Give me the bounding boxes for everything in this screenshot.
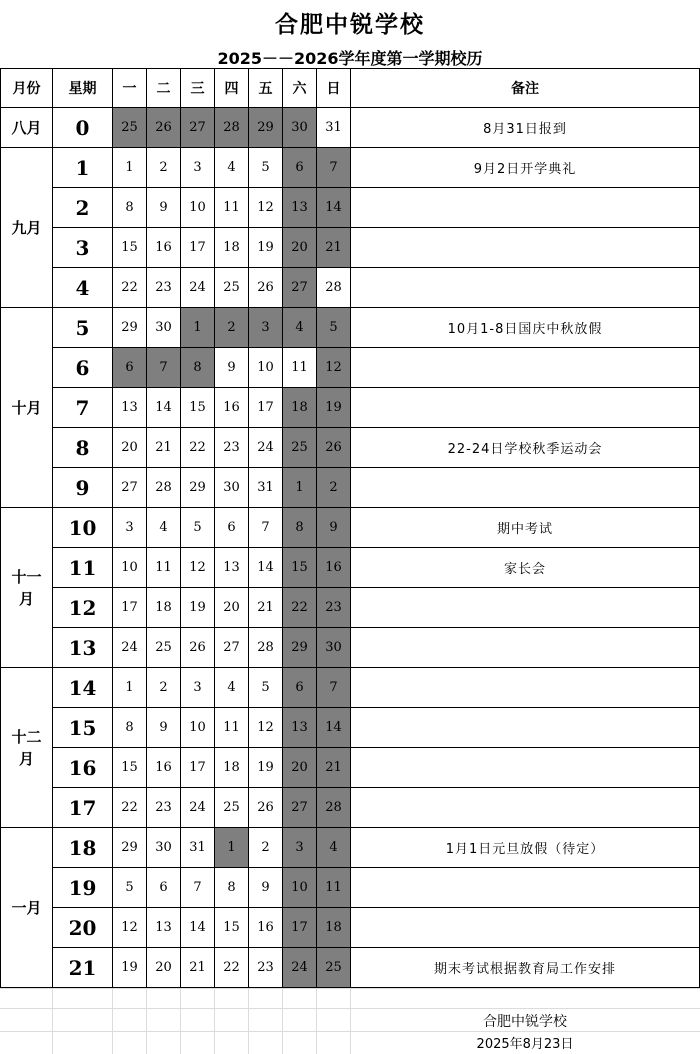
week-number: 14 bbox=[53, 668, 113, 708]
day-cell: 13 bbox=[215, 548, 249, 588]
day-cell-holiday: 12 bbox=[317, 348, 351, 388]
day-cell: 16 bbox=[215, 388, 249, 428]
day-cell: 19 bbox=[249, 228, 283, 268]
footer-date: 2025年8月23日 bbox=[476, 1037, 574, 1052]
week-number: 19 bbox=[53, 868, 113, 908]
day-cell: 31 bbox=[181, 828, 215, 868]
day-cell-holiday: 1 bbox=[215, 828, 249, 868]
week-number: 10 bbox=[53, 508, 113, 548]
day-cell-holiday: 24 bbox=[283, 948, 317, 988]
gridline bbox=[282, 988, 283, 1054]
week-row bbox=[1, 428, 700, 468]
day-cell: 3 bbox=[113, 508, 147, 548]
gridline bbox=[112, 988, 113, 1054]
gridline bbox=[214, 988, 215, 1054]
day-cell: 2 bbox=[147, 148, 181, 188]
day-cell: 19 bbox=[249, 748, 283, 788]
day-cell-holiday: 28 bbox=[317, 788, 351, 828]
day-cell: 28 bbox=[249, 628, 283, 668]
day-cell: 29 bbox=[113, 308, 147, 348]
day-cell-holiday: 25 bbox=[283, 428, 317, 468]
day-cell: 11 bbox=[215, 188, 249, 228]
day-cell: 31 bbox=[317, 108, 351, 148]
day-cell-holiday: 7 bbox=[317, 148, 351, 188]
day-cell: 25 bbox=[147, 628, 181, 668]
week-row bbox=[1, 708, 700, 748]
day-cell: 16 bbox=[147, 228, 181, 268]
day-cell: 23 bbox=[249, 948, 283, 988]
week-row bbox=[1, 268, 700, 308]
day-cell: 19 bbox=[113, 948, 147, 988]
day-cell-holiday: 8 bbox=[181, 348, 215, 388]
week-number: 2 bbox=[53, 188, 113, 228]
week-number: 8 bbox=[53, 428, 113, 468]
month-label: 十月 bbox=[1, 308, 53, 508]
footer-school-name: 合肥中锐学校 bbox=[483, 1014, 567, 1030]
day-cell-holiday: 2 bbox=[317, 468, 351, 508]
week-row bbox=[1, 868, 700, 908]
week-number: 7 bbox=[53, 388, 113, 428]
day-cell: 17 bbox=[181, 228, 215, 268]
week-note bbox=[351, 668, 700, 708]
week-number: 5 bbox=[53, 308, 113, 348]
week-number: 11 bbox=[53, 548, 113, 588]
month-label: 一月 bbox=[1, 828, 53, 988]
week-number: 1 bbox=[53, 148, 113, 188]
day-cell: 20 bbox=[113, 428, 147, 468]
week-note bbox=[351, 348, 700, 388]
week-number: 16 bbox=[53, 748, 113, 788]
week-row bbox=[1, 508, 700, 548]
day-cell-holiday: 6 bbox=[283, 148, 317, 188]
week-row bbox=[1, 148, 700, 188]
week-number: 18 bbox=[53, 828, 113, 868]
day-cell: 20 bbox=[215, 588, 249, 628]
day-cell: 17 bbox=[181, 748, 215, 788]
week-number: 20 bbox=[53, 908, 113, 948]
day-cell: 16 bbox=[147, 748, 181, 788]
gridline bbox=[316, 988, 317, 1054]
day-cell: 22 bbox=[113, 788, 147, 828]
day-cell: 10 bbox=[249, 348, 283, 388]
header-week: 星期 bbox=[53, 69, 113, 108]
week-number: 17 bbox=[53, 788, 113, 828]
gridline bbox=[180, 988, 181, 1054]
day-cell: 5 bbox=[249, 148, 283, 188]
day-cell: 8 bbox=[215, 868, 249, 908]
week-note: 1月1日元旦放假（待定） bbox=[351, 828, 700, 868]
week-number: 6 bbox=[53, 348, 113, 388]
day-cell: 19 bbox=[181, 588, 215, 628]
day-cell-holiday: 4 bbox=[317, 828, 351, 868]
day-cell: 27 bbox=[215, 628, 249, 668]
header-weekday-sat: 六 bbox=[283, 69, 317, 108]
week-row bbox=[1, 908, 700, 948]
day-cell: 12 bbox=[113, 908, 147, 948]
day-cell: 22 bbox=[215, 948, 249, 988]
day-cell: 15 bbox=[215, 908, 249, 948]
day-cell-holiday: 18 bbox=[317, 908, 351, 948]
day-cell: 30 bbox=[147, 308, 181, 348]
day-cell-holiday: 20 bbox=[283, 228, 317, 268]
header-weekday-mon: 一 bbox=[113, 69, 147, 108]
day-cell: 1 bbox=[113, 668, 147, 708]
day-cell: 29 bbox=[113, 828, 147, 868]
school-calendar-table bbox=[0, 68, 700, 988]
day-cell: 8 bbox=[113, 188, 147, 228]
page-title: 合肥中锐学校 bbox=[275, 12, 425, 38]
week-row bbox=[1, 588, 700, 628]
day-cell: 15 bbox=[181, 388, 215, 428]
header-weekday-fri: 五 bbox=[249, 69, 283, 108]
day-cell: 17 bbox=[249, 388, 283, 428]
day-cell-holiday: 29 bbox=[283, 628, 317, 668]
week-note bbox=[351, 468, 700, 508]
week-row bbox=[1, 108, 700, 148]
day-cell: 5 bbox=[249, 668, 283, 708]
day-cell: 1 bbox=[113, 148, 147, 188]
day-cell: 15 bbox=[113, 228, 147, 268]
day-cell-holiday: 21 bbox=[317, 748, 351, 788]
week-note: 9月2日开学典礼 bbox=[351, 148, 700, 188]
day-cell-holiday: 25 bbox=[113, 108, 147, 148]
day-cell-holiday: 13 bbox=[283, 708, 317, 748]
week-row bbox=[1, 228, 700, 268]
day-cell: 28 bbox=[147, 468, 181, 508]
month-label: 十二月 bbox=[1, 668, 53, 828]
day-cell: 12 bbox=[181, 548, 215, 588]
day-cell: 18 bbox=[215, 228, 249, 268]
day-cell: 28 bbox=[317, 268, 351, 308]
day-cell: 24 bbox=[249, 428, 283, 468]
week-note bbox=[351, 628, 700, 668]
week-number: 21 bbox=[53, 948, 113, 988]
week-number: 12 bbox=[53, 588, 113, 628]
day-cell: 23 bbox=[147, 788, 181, 828]
header-weekday-tue: 二 bbox=[147, 69, 181, 108]
gridline bbox=[146, 988, 147, 1054]
day-cell-holiday: 13 bbox=[283, 188, 317, 228]
day-cell-holiday: 22 bbox=[283, 588, 317, 628]
day-cell: 30 bbox=[147, 828, 181, 868]
day-cell-holiday: 9 bbox=[317, 508, 351, 548]
day-cell-holiday: 4 bbox=[283, 308, 317, 348]
day-cell: 13 bbox=[113, 388, 147, 428]
day-cell-holiday: 27 bbox=[283, 268, 317, 308]
day-cell: 21 bbox=[147, 428, 181, 468]
day-cell: 10 bbox=[181, 708, 215, 748]
day-cell-holiday: 29 bbox=[249, 108, 283, 148]
day-cell-holiday: 30 bbox=[283, 108, 317, 148]
header-weekday-sun: 日 bbox=[317, 69, 351, 108]
header-month: 月份 bbox=[1, 69, 53, 108]
month-label: 九月 bbox=[1, 148, 53, 308]
day-cell-holiday: 21 bbox=[317, 228, 351, 268]
day-cell: 14 bbox=[147, 388, 181, 428]
day-cell: 11 bbox=[147, 548, 181, 588]
week-row bbox=[1, 948, 700, 988]
day-cell-holiday: 10 bbox=[283, 868, 317, 908]
day-cell-holiday: 6 bbox=[283, 668, 317, 708]
day-cell: 24 bbox=[181, 788, 215, 828]
day-cell: 31 bbox=[249, 468, 283, 508]
week-note bbox=[351, 268, 700, 308]
day-cell-holiday: 5 bbox=[317, 308, 351, 348]
day-cell-holiday: 16 bbox=[317, 548, 351, 588]
day-cell: 29 bbox=[181, 468, 215, 508]
day-cell: 7 bbox=[181, 868, 215, 908]
day-cell: 5 bbox=[181, 508, 215, 548]
day-cell: 20 bbox=[147, 948, 181, 988]
gridline bbox=[52, 988, 53, 1054]
day-cell: 24 bbox=[113, 628, 147, 668]
week-row bbox=[1, 628, 700, 668]
day-cell: 2 bbox=[249, 828, 283, 868]
day-cell: 10 bbox=[181, 188, 215, 228]
week-note bbox=[351, 388, 700, 428]
day-cell-holiday: 14 bbox=[317, 708, 351, 748]
day-cell: 25 bbox=[215, 268, 249, 308]
week-row bbox=[1, 388, 700, 428]
week-note: 期末考试根据教育局工作安排 bbox=[351, 948, 700, 988]
day-cell: 30 bbox=[215, 468, 249, 508]
day-cell: 7 bbox=[249, 508, 283, 548]
day-cell: 23 bbox=[215, 428, 249, 468]
week-note bbox=[351, 788, 700, 828]
day-cell: 26 bbox=[181, 628, 215, 668]
day-cell-holiday: 14 bbox=[317, 188, 351, 228]
week-row bbox=[1, 828, 700, 868]
day-cell-holiday: 28 bbox=[215, 108, 249, 148]
day-cell-holiday: 26 bbox=[147, 108, 181, 148]
week-number: 9 bbox=[53, 468, 113, 508]
day-cell: 21 bbox=[249, 588, 283, 628]
month-label: 十一月 bbox=[1, 508, 53, 668]
day-cell: 18 bbox=[215, 748, 249, 788]
week-note: 家长会 bbox=[351, 548, 700, 588]
day-cell: 26 bbox=[249, 268, 283, 308]
week-note: 8月31日报到 bbox=[351, 108, 700, 148]
week-number: 0 bbox=[53, 108, 113, 148]
day-cell: 3 bbox=[181, 148, 215, 188]
week-row bbox=[1, 668, 700, 708]
day-cell: 12 bbox=[249, 708, 283, 748]
week-row bbox=[1, 748, 700, 788]
day-cell-holiday: 17 bbox=[283, 908, 317, 948]
week-number: 3 bbox=[53, 228, 113, 268]
day-cell-holiday: 1 bbox=[283, 468, 317, 508]
header-weekday-wed: 三 bbox=[181, 69, 215, 108]
day-cell: 27 bbox=[113, 468, 147, 508]
day-cell: 4 bbox=[215, 668, 249, 708]
week-note bbox=[351, 228, 700, 268]
day-cell-holiday: 8 bbox=[283, 508, 317, 548]
day-cell-holiday: 27 bbox=[181, 108, 215, 148]
day-cell-holiday: 2 bbox=[215, 308, 249, 348]
week-note: 期中考试 bbox=[351, 508, 700, 548]
day-cell-holiday: 7 bbox=[147, 348, 181, 388]
day-cell: 15 bbox=[113, 748, 147, 788]
day-cell: 22 bbox=[181, 428, 215, 468]
day-cell: 9 bbox=[147, 188, 181, 228]
week-number: 15 bbox=[53, 708, 113, 748]
calendar-body bbox=[1, 108, 700, 988]
week-row bbox=[1, 468, 700, 508]
day-cell-holiday: 6 bbox=[113, 348, 147, 388]
day-cell-holiday: 1 bbox=[181, 308, 215, 348]
day-cell: 22 bbox=[113, 268, 147, 308]
day-cell-holiday: 11 bbox=[317, 868, 351, 908]
day-cell-holiday: 20 bbox=[283, 748, 317, 788]
day-cell-holiday: 3 bbox=[283, 828, 317, 868]
week-note bbox=[351, 188, 700, 228]
week-note bbox=[351, 908, 700, 948]
day-cell: 17 bbox=[113, 588, 147, 628]
day-cell: 18 bbox=[147, 588, 181, 628]
day-cell-holiday: 15 bbox=[283, 548, 317, 588]
week-note bbox=[351, 748, 700, 788]
day-cell: 4 bbox=[215, 148, 249, 188]
day-cell: 11 bbox=[215, 708, 249, 748]
week-note: 22-24日学校秋季运动会 bbox=[351, 428, 700, 468]
day-cell-holiday: 30 bbox=[317, 628, 351, 668]
week-row bbox=[1, 308, 700, 348]
day-cell: 26 bbox=[249, 788, 283, 828]
day-cell: 9 bbox=[147, 708, 181, 748]
day-cell: 11 bbox=[283, 348, 317, 388]
day-cell: 25 bbox=[215, 788, 249, 828]
day-cell: 5 bbox=[113, 868, 147, 908]
day-cell-holiday: 27 bbox=[283, 788, 317, 828]
week-row bbox=[1, 348, 700, 388]
week-number: 13 bbox=[53, 628, 113, 668]
day-cell: 3 bbox=[181, 668, 215, 708]
day-cell: 23 bbox=[147, 268, 181, 308]
day-cell: 24 bbox=[181, 268, 215, 308]
day-cell: 21 bbox=[181, 948, 215, 988]
day-cell-holiday: 18 bbox=[283, 388, 317, 428]
day-cell-holiday: 3 bbox=[249, 308, 283, 348]
day-cell-holiday: 23 bbox=[317, 588, 351, 628]
day-cell: 2 bbox=[147, 668, 181, 708]
month-label: 八月 bbox=[1, 108, 53, 148]
day-cell: 14 bbox=[249, 548, 283, 588]
day-cell: 6 bbox=[215, 508, 249, 548]
page-subtitle: 2025－－2026学年度第一学期校历 bbox=[217, 49, 483, 68]
day-cell-holiday: 25 bbox=[317, 948, 351, 988]
day-cell: 9 bbox=[215, 348, 249, 388]
header-notes: 备注 bbox=[351, 69, 700, 108]
day-cell-holiday: 19 bbox=[317, 388, 351, 428]
week-row bbox=[1, 188, 700, 228]
header-weekday-thu: 四 bbox=[215, 69, 249, 108]
table-header-row bbox=[1, 69, 700, 108]
gridline bbox=[248, 988, 249, 1054]
week-row bbox=[1, 548, 700, 588]
day-cell: 10 bbox=[113, 548, 147, 588]
day-cell-holiday: 7 bbox=[317, 668, 351, 708]
day-cell: 14 bbox=[181, 908, 215, 948]
day-cell: 4 bbox=[147, 508, 181, 548]
day-cell: 16 bbox=[249, 908, 283, 948]
week-row bbox=[1, 788, 700, 828]
day-cell: 13 bbox=[147, 908, 181, 948]
day-cell: 8 bbox=[113, 708, 147, 748]
week-note bbox=[351, 708, 700, 748]
week-number: 4 bbox=[53, 268, 113, 308]
week-note: 10月1-8日国庆中秋放假 bbox=[351, 308, 700, 348]
week-note bbox=[351, 868, 700, 908]
week-note bbox=[351, 588, 700, 628]
day-cell: 12 bbox=[249, 188, 283, 228]
day-cell-holiday: 26 bbox=[317, 428, 351, 468]
day-cell: 6 bbox=[147, 868, 181, 908]
day-cell: 9 bbox=[249, 868, 283, 908]
